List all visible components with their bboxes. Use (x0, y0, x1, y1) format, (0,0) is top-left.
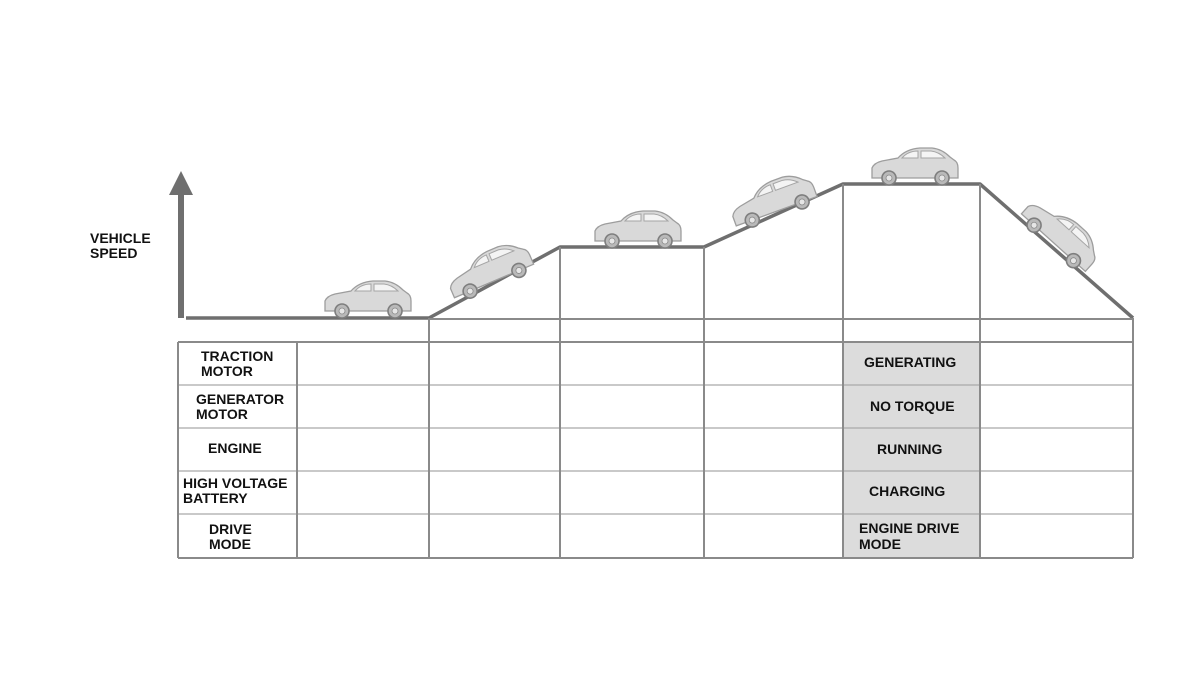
row-label-high-voltage-battery-2: BATTERY (183, 490, 248, 506)
car-icon (595, 211, 681, 248)
row-label-traction-motor: TRACTION (201, 348, 274, 364)
car-icon (443, 237, 537, 305)
cell-traction-motor-state: GENERATING (864, 354, 957, 370)
car-icon (872, 148, 958, 185)
cell-drive-mode-state-2: MODE (859, 536, 901, 552)
row-label-generator-motor: GENERATOR (196, 391, 285, 407)
row-label-generator-motor-2: MOTOR (196, 406, 248, 422)
axis-label-speed: SPEED (90, 245, 138, 261)
row-label-high-voltage-battery: HIGH VOLTAGE (183, 475, 288, 491)
car-icon (726, 168, 819, 232)
cell-drive-mode-state: ENGINE DRIVE (859, 520, 960, 536)
row-label-drive-mode-2: MODE (209, 536, 251, 552)
row-label-drive-mode: DRIVE (209, 521, 252, 537)
row-label-traction-motor-2: MOTOR (201, 363, 253, 379)
cell-generator-motor-state: NO TORQUE (870, 398, 955, 414)
car-icon (325, 281, 411, 318)
row-label-engine: ENGINE (208, 440, 262, 456)
axis-label-vehicle: VEHICLE (90, 230, 151, 246)
car-icon (1017, 192, 1106, 277)
cell-battery-state: CHARGING (869, 483, 946, 499)
cell-engine-state: RUNNING (877, 441, 943, 457)
